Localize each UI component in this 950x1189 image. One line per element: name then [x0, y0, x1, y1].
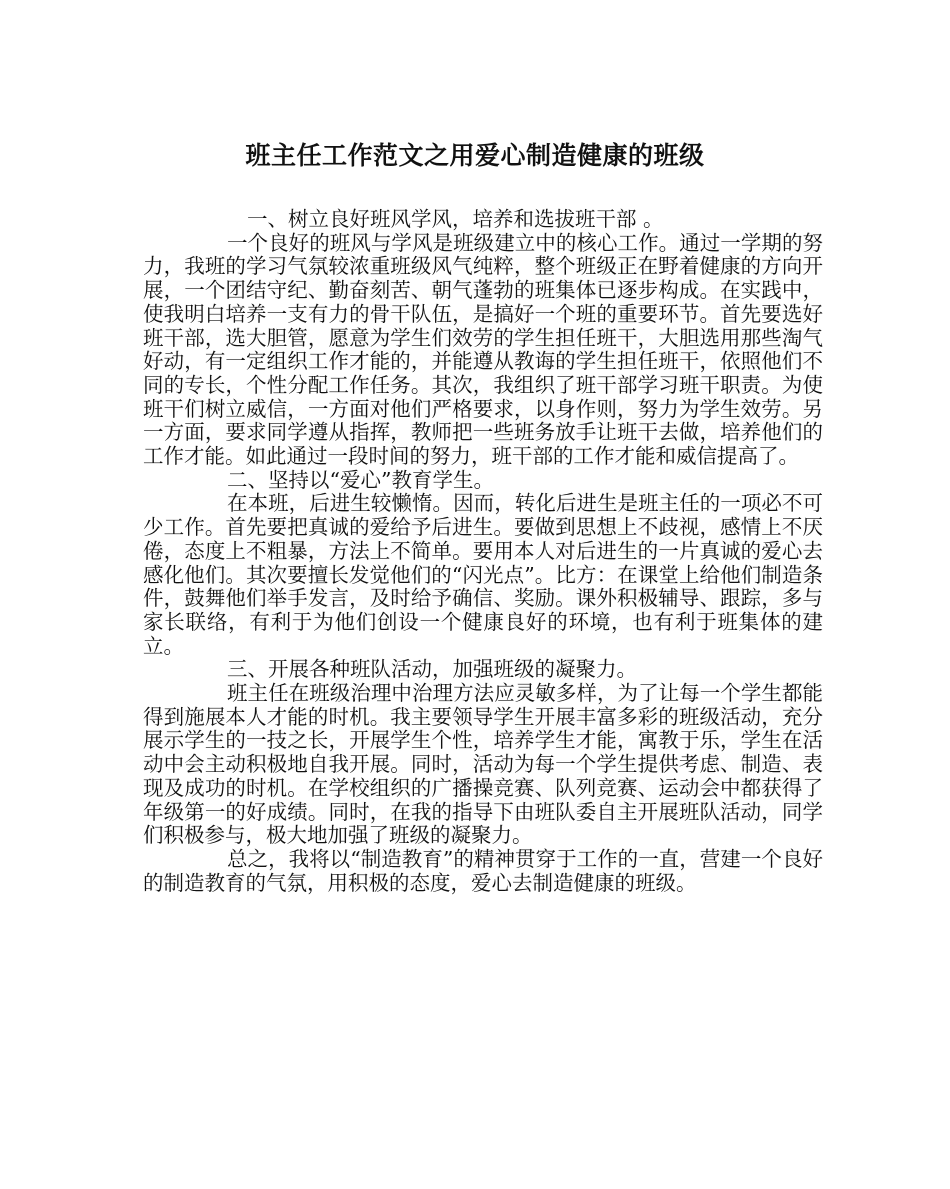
section-paragraph-1: 一个良好的班风与学风是班级建立中的核心工作。通过一学期的努力，我班的学习气氛较浓重班级风气纯粹，整个班级正在野着健康的方向开展，一个团结守纪、勤奋刻苦、朝气蓬勃的班集体已逐步构成。在实践中，使我明白培养一支有力的骨干队伍，是搞好一个班的重要环节。首先要选好班干部，选大胆管，愿意为学生们效劳的学生担任班干，大胆选用那些淘气好动，有一定组织工作才能的，并能遵从教诲的学生担任班干，依照他们不同的专长，个性分配工作任务。其次，我组织了班干部学习班干职责。为使班干们树立威信，一方面对他们严格要求，以身作则，努力为学生效劳。另一方面，要求同学遵从指挥，教师把一些班务放手让班干去做，培养他们的工作才能。如此通过一段时间的努力，班干部的工作才能和威信提高了。 [143, 230, 823, 469]
conclusion-paragraph: 总之，我将以“制造教育”的精神贯穿于工作的一直，营建一个良好的制造教育的气氛，用积极的态度，爱心去制造健康的班级。 [143, 846, 823, 895]
section-paragraph-3: 班主任在班级治理中治理方法应灵敏多样，为了让每一个学生都能得到施展本人才能的时机。我主要领导学生开展丰富多彩的班级活动，充分展示学生的一技之长，开展学生个性，培养学生才能，寓教于乐，学生在活动中会主动积极地自我开展。同时，活动为每一个学生提供考虑、制造、表现及成功的时机。在学校组织的广播操竞赛、队列竞赛、运动会中都获得了年级第一的好成绩。同时，在我的指导下由班队委自主开展班队活动，同学们积极参与，极大地加强了班级的凝聚力。 [143, 681, 823, 848]
section-heading-1: 一、树立良好班风学风，培养和选拔班干部 。 [247, 207, 664, 231]
section-heading-3: 三、开展各种班队活动，加强班级的凝聚力。 [227, 657, 637, 682]
document-body [143, 208, 823, 895]
document-title: 班主任工作范文之用爱心制造健康的班级 [245, 141, 705, 170]
section-paragraph-2: 在本班，后进生较懒惰。因而，转化后进生是班主任的一项必不可少工作。首先要把真诚的爱给予后进生。要做到思想上不歧视，感情上不厌倦，态度上不粗暴，方法上不简单。要用本人对后进生的一片真诚的爱心去感化他们。其次要擅长发觉他们的“闪光点”。比方：在课堂上给他们制造条件，鼓舞他们举手发言，及时给予确信、奖励。课外积极辅导、跟踪，多与家长联络，有利于为他们创设一个健康良好的环境，也有利于班集体的建立。 [143, 491, 823, 658]
section-heading-2: 二、坚持以“爱心”教育学生。 [227, 467, 494, 492]
